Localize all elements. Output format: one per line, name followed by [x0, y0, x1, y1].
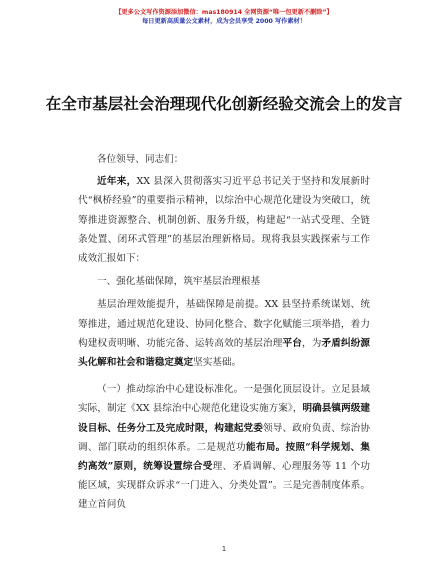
paragraph-2 — [78, 295, 370, 372]
promo-banner — [0, 8, 448, 26]
document-body — [78, 150, 370, 515]
paragraph-3 — [78, 380, 370, 514]
paragraph-3-part-a: （一）推动综治中心建设标准化。一是强化顶层设计。立足县域实际，制定《XX 县综治中心规范化建设实施方案》， — [78, 384, 370, 415]
paragraph-2-part-f: 。 — [231, 357, 242, 369]
document-title: 在全市基层社会治理现代化创新经验交流会上的发言 — [45, 94, 403, 113]
paragraph-2-part-a: 基层治理效能提升，基础保障是前提。XX 县坚持系统谋划、统筹推进，通过规范化建设、协同化整合、数字化赋能三项举措，着力构建权责明晰、功能完备、运转高效的基层治理 — [78, 299, 370, 349]
paragraph-2-part-c: ，为 — [302, 337, 322, 349]
intro-paragraph — [78, 172, 370, 268]
paragraph-2-part-e: 坚实基础 — [193, 357, 232, 369]
paragraph-2-part-d: 矛盾纠纷源头化解和社会和谐稳定奠定 — [78, 337, 371, 369]
paragraph-2-part-b: 平台 — [282, 337, 302, 349]
salutation: 各位领导、同志们： — [97, 154, 184, 165]
intro-lead: 近年来， — [97, 176, 137, 188]
paragraph-3-part-b: 明确县镇两级建设目标、任务分工及完成时限，构建起党委 — [78, 403, 370, 434]
promo-banner-line1: 【更多公文写作资源添加微信：mas180914 全网资源“唯一包更新不删除”】 — [115, 9, 333, 16]
paragraph-3-part-d: 能布局。按照“科学规划、集约高效”原则，统筹设置综合受 — [78, 441, 370, 473]
promo-banner-line2: 每日更新高质量公文素材，成为会员享受 2000 写作素材！ — [142, 18, 306, 25]
paragraph-3-part-e: 理、矛盾调解、心理服务等 11 个功能区域，实现群众诉求“一门进入、分类处置”。三是完善制度体系。建立首问负 — [78, 461, 370, 511]
paragraph-3-part-c: 领导、政府负责、综治协调、部门联动的组织体系。二是规范功 — [78, 422, 371, 453]
section-heading-1: 一、强化基础保障，筑牢基层治理根基 — [97, 276, 261, 288]
page-number: 1 — [221, 545, 227, 553]
intro-text: XX 县深入贯彻落实习近平总书记关于坚持和发展新时代“枫桥经验”的重要指示精神，以综治中心规范化建设为突破口，统筹推进资源整合、机制创新、服务升级，构建起“一站式受理、全链条处置、闭环式管理”的基层治理新格局。现将我县实践探索与工作成效汇报如下： — [78, 176, 370, 265]
